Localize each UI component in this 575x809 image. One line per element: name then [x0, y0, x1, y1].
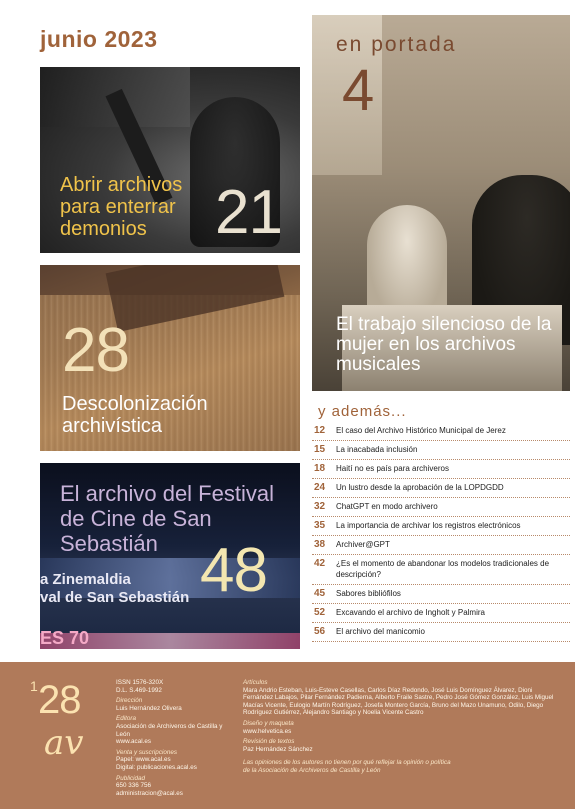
feature-tile-21[interactable] — [40, 67, 300, 253]
toc-page: 32 — [314, 501, 326, 512]
toc-title: Excavando el archivo de Ingholt y Palmira — [336, 608, 485, 617]
issue-number-logo: 28 — [38, 678, 81, 722]
issn: ISSN 1576-320X — [116, 679, 164, 686]
diseno-label: Diseño y maqueta — [243, 719, 294, 727]
cover-page-number: 4 — [342, 58, 375, 123]
toc-page: 24 — [314, 482, 326, 493]
toc-title: El archivo del manicomio — [336, 627, 425, 636]
publicidad-phone: 650 336 756 — [116, 782, 152, 790]
editora-link[interactable]: www.acal.es — [116, 738, 151, 746]
toc-item[interactable] — [312, 422, 570, 441]
legal-deposit: D.L. S.469-1992 — [116, 686, 162, 694]
revision-label: Revisión de textos — [243, 738, 295, 746]
toc-page: 15 — [314, 444, 326, 455]
articulos-authors: Mara Andrio Esteban, Luis-Esteve Casellas, Carlos Díaz Redondo, José Luis Domínguez Álvarez, Dioni Fernández Labajos, Pilar Fernández Padierna, Alberto Fraile Sastre, Pedro José Gómez González, Luis Miguel Macías Vicente, Eulogio Martín Rodríguez, Josefa Montero García, Bruno del Mazo Unamuno, Odilo, Diego Rodríguez Gutiérrez, Alejandro Santiago y Noelia Vicente Castro — [243, 686, 554, 717]
feature-tile-28[interactable] — [40, 265, 300, 451]
toc-title: La importancia de archivar los registros electrónicos — [336, 521, 521, 530]
toc-item[interactable] — [312, 460, 570, 479]
publicidad-label: Publicidad — [116, 774, 146, 782]
toc-item[interactable] — [312, 555, 570, 585]
masthead-contributors — [243, 679, 558, 775]
photo-sign-text: a Zinemaldia — [40, 571, 131, 588]
toc-item[interactable] — [312, 623, 570, 642]
toc-item[interactable] — [312, 498, 570, 517]
disclaimer-line-2: de la Asociación de Archiveros de Castilla y León — [243, 766, 381, 774]
feature-title: Abrir archivos para enterrar demonios — [60, 174, 183, 240]
publicidad-email[interactable]: administracion@acal.es — [116, 789, 183, 797]
cover-label: en portada — [336, 33, 457, 56]
toc-page: 12 — [314, 425, 326, 436]
cover-story-tile[interactable] — [312, 15, 570, 391]
toc-title: Archiver@GPT — [336, 540, 390, 549]
table-of-contents — [312, 422, 570, 642]
toc-item[interactable] — [312, 517, 570, 536]
cover-title: El trabajo silencioso de la mujer en los archivos musicales — [336, 314, 552, 375]
toc-item[interactable] — [312, 479, 570, 498]
toc-item[interactable] — [312, 441, 570, 460]
toc-page: 38 — [314, 539, 326, 550]
toc-page: 35 — [314, 520, 326, 531]
direccion-value: Luis Hernández Olivera — [116, 704, 182, 712]
feature-page-number: 48 — [200, 536, 267, 605]
toc-page: 52 — [314, 607, 326, 618]
toc-title: Un lustro desde la aprobación de la LOPDGDD — [336, 483, 504, 492]
editora-label: Editora — [116, 715, 136, 723]
feature-page-number: 21 — [215, 178, 282, 247]
feature-title: El archivo del Festival de Cine de San Sebastián — [60, 481, 274, 556]
toc-page: 18 — [314, 463, 326, 474]
articulos-label: Artículos — [243, 679, 268, 686]
issue-date: junio 2023 — [40, 26, 158, 52]
feature-tile-48[interactable] — [40, 463, 300, 649]
issue-logo-superscript: 1 — [30, 678, 38, 694]
av-logo: av — [44, 723, 84, 763]
diseno-value[interactable]: www.helvetica.es — [243, 727, 292, 735]
toc-title: ¿Es el momento de abandonar los modelos tradicionales de descripción? — [336, 559, 550, 579]
toc-page: 56 — [314, 626, 326, 637]
toc-title: Haití no es país para archiveros — [336, 464, 449, 473]
venta-label: Venta y suscripciones — [116, 748, 178, 756]
also-label: y además... — [318, 403, 407, 420]
revision-value: Paz Hernández Sánchez — [243, 745, 313, 753]
masthead-credits — [116, 679, 236, 797]
toc-page: 42 — [314, 558, 326, 569]
toc-item[interactable] — [312, 536, 570, 555]
venta-digital[interactable]: Digital: publicaciones.acal.es — [116, 763, 197, 771]
toc-item[interactable] — [312, 604, 570, 623]
feature-title: Descolonización archivística — [62, 393, 208, 437]
toc-page: 45 — [314, 588, 326, 599]
toc-title: El caso del Archivo Histórico Municipal de Jerez — [336, 426, 506, 435]
toc-item[interactable] — [312, 585, 570, 604]
editora-value: Asociación de Archiveros de Castilla y León — [116, 722, 223, 738]
direccion-label: Dirección — [116, 697, 143, 705]
toc-title: Sabores bibliófilos — [336, 589, 401, 598]
venta-papel[interactable]: Papel: www.acal.es — [116, 756, 171, 764]
photo-sign-text: val de San Sebastián — [40, 589, 190, 606]
toc-title: ChatGPT en modo archivero — [336, 502, 438, 511]
disclaimer-line-1: Las opiniones de los autores no tienen por qué reflejar la opinión o política — [243, 759, 451, 767]
feature-page-number: 28 — [62, 316, 129, 385]
photo-sign-text: ES 70 — [40, 628, 90, 648]
toc-title: La inacabada inclusión — [336, 445, 418, 454]
